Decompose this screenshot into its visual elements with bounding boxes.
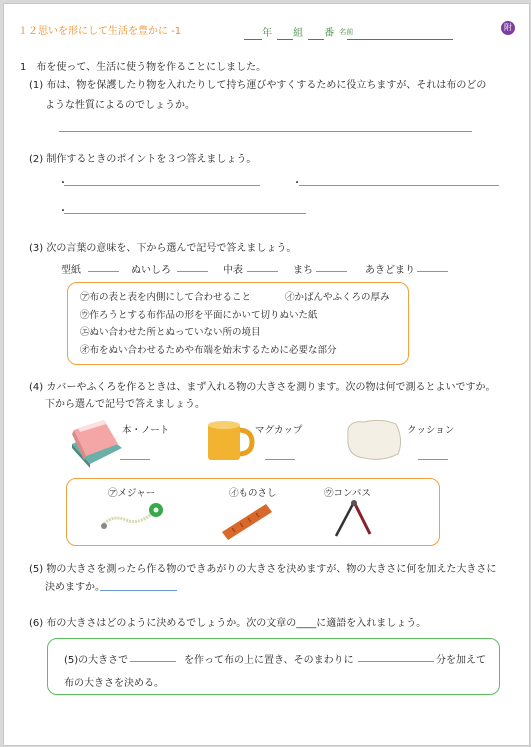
- sentence-part-b: を作って布の上に置き、そのまわりに: [184, 655, 354, 666]
- item-mug-blank[interactable]: [265, 459, 295, 460]
- cushion-image: [342, 416, 404, 464]
- q1-2-text: (2) 制作するときのポイントを３つ答えましょう。: [29, 154, 257, 165]
- q1-4-line1: (4) カバーやふくろを作るときは、まず入れる物の大きさを測ります。次の物は何で測るとよいですか。: [29, 382, 496, 393]
- tool-ruler-label: ㋑ものさし: [229, 488, 277, 499]
- year-blank[interactable]: [244, 29, 262, 40]
- option-a: ㋐布の表と表を内側にして合わせること: [80, 292, 252, 303]
- number-label: 番: [324, 28, 335, 39]
- bullet: ・: [292, 178, 302, 189]
- q1-5-answer-line[interactable]: [100, 590, 177, 591]
- name-blank[interactable]: [347, 29, 453, 40]
- q1-1-line1: (1) 布は、物を保護したり物を入れたりして持ち運びやすくするために役立ちますが、それは布のどの: [29, 80, 487, 91]
- bullet: ・: [58, 178, 68, 189]
- q1-2-answer-line-2[interactable]: [299, 185, 499, 186]
- option-e: ㋓ぬい合わせた所とぬっていない所の境目: [80, 327, 261, 338]
- term-4-blank[interactable]: [316, 271, 347, 272]
- tool-compass-label: ㋒コンパス: [324, 488, 371, 499]
- question-1-intro: 1 布を使って、生活に使う物を作ることにしました。: [20, 62, 267, 73]
- sentence-blank-1[interactable]: [130, 661, 176, 662]
- bullet: ・: [58, 206, 68, 217]
- class-blank[interactable]: [277, 29, 293, 40]
- term-3-blank[interactable]: [247, 271, 278, 272]
- worksheet-title: １２思いを形にして生活を豊かに -1: [18, 26, 182, 37]
- term-5: あきどまり: [365, 265, 415, 276]
- item-book-label: 本・ノート: [122, 425, 170, 436]
- student-info: [244, 21, 453, 40]
- q1-3-text: (3) 次の言葉の意味を、下から選んで記号で答えましょう。: [29, 243, 297, 254]
- tool-tape-measure-label: ㋐メジャー: [108, 488, 156, 499]
- tape-measure-icon: [96, 500, 168, 536]
- sentence-part-a: (5)の大きさで: [64, 655, 129, 666]
- q1-6-text: (6) 布の大きさはどのように決めるでしょうか。次の文章の____に適語を入れましょう。: [29, 618, 427, 629]
- term-4: まち: [293, 265, 313, 276]
- ruler-icon: [218, 500, 276, 540]
- item-cushion-blank[interactable]: [418, 459, 448, 460]
- item-book-blank[interactable]: [120, 459, 150, 460]
- school-emblem-icon: 附: [501, 21, 515, 35]
- class-label: 組: [293, 28, 304, 39]
- q1-2-answer-line-1[interactable]: [64, 185, 260, 186]
- option-u: ㋒作ろうとする布作品の形を平面にかいて切りぬいた紙: [80, 310, 318, 321]
- term-2: ぬいしろ: [131, 265, 171, 276]
- q1-1-answer-line[interactable]: [59, 131, 472, 132]
- mug-image: [204, 418, 256, 464]
- term-1-blank[interactable]: [88, 271, 119, 272]
- worksheet-page: [3, 3, 530, 746]
- term-3: 中表: [223, 265, 243, 276]
- sentence-part-d: 布の大きさを決める。: [64, 678, 164, 689]
- term-5-blank[interactable]: [417, 271, 448, 272]
- year-label: 年: [262, 28, 272, 39]
- option-i: ㋑かばんやふくろの厚み: [285, 292, 390, 303]
- sentence-part-c: 分を加えて: [436, 655, 486, 666]
- q1-5-line1: (5) 物の大きさを測ったら作る物のできあがりの大きさを決めますが、物の大きさに何を加えた大きさに: [29, 564, 497, 575]
- option-o: ㋔布をぬい合わせるためや布端を始末するために必要な部分: [80, 345, 337, 356]
- term-2-blank[interactable]: [177, 271, 208, 272]
- term-1: 型紙: [61, 265, 81, 276]
- q1-5-line2: 決めますか。: [45, 582, 105, 593]
- q1-2-answer-line-3[interactable]: [64, 213, 306, 214]
- sentence-blank-2[interactable]: [358, 661, 434, 662]
- name-label: 名前: [339, 27, 354, 36]
- item-cushion-label: クッション: [407, 425, 455, 436]
- q1-1-line2: ような性質によるのでしょうか。: [45, 100, 195, 111]
- q1-4-line2: 下から選んで記号で答えましょう。: [45, 399, 205, 410]
- book-notebook-image: [68, 414, 126, 469]
- item-mug-label: マグカップ: [255, 425, 303, 436]
- number-blank[interactable]: [308, 29, 324, 40]
- compass-icon: [330, 498, 380, 540]
